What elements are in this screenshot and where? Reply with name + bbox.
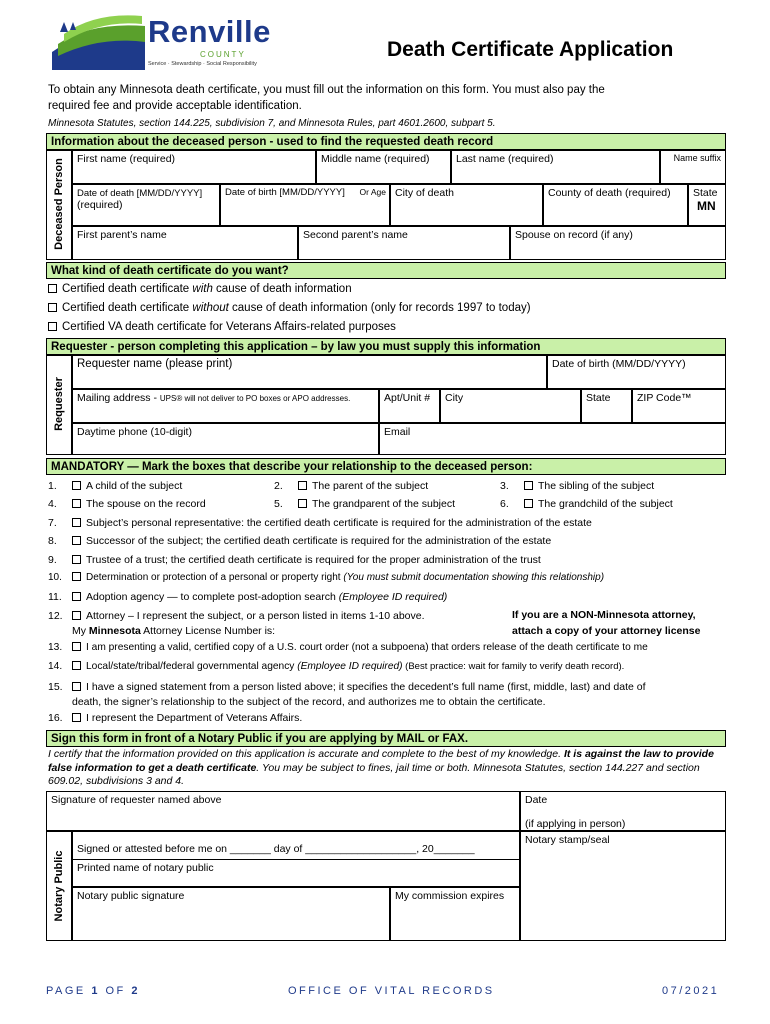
option-text: Certified death certificate xyxy=(62,283,193,295)
first-parent-label: First parent’s name xyxy=(77,229,167,241)
notary-signature-field[interactable] xyxy=(72,887,390,941)
item-note: (You must submit documentation showing this relationship) xyxy=(343,572,605,583)
cert-text: section 144.227 and section 609.02, subdivisions 3 and 4. xyxy=(48,761,700,787)
signature-label: Signature of requester named above xyxy=(51,794,222,806)
relationship-6[interactable] xyxy=(500,498,673,510)
commission-label: My commission expires xyxy=(395,890,505,902)
item-number: 2. xyxy=(274,480,283,492)
item-text: Subject’s personal representative: the certified death certificate is required for the administration of the estate xyxy=(86,517,592,529)
notary-seal-field[interactable] xyxy=(520,831,726,941)
middle-name-field[interactable] xyxy=(316,150,451,184)
item-number: 4. xyxy=(48,498,57,510)
date-of-birth-field[interactable] xyxy=(220,184,390,226)
attested-label: Signed or attested before me on _______ day of ___________________, 20_______ xyxy=(77,843,475,855)
non-mn-attorney-note-2: attach a copy of your attorney license xyxy=(512,625,701,637)
notary-side-label: Notary Public xyxy=(53,850,65,922)
page-total: 2 xyxy=(131,985,140,997)
relationship-8-checkbox[interactable] xyxy=(72,536,81,545)
intro-line-1: To obtain any Minnesota death certificate, you must fill out the information on this form. You must also pay the xyxy=(48,84,605,96)
relationship-10-checkbox[interactable] xyxy=(72,572,81,581)
item-text: (Best practice: wait for family to verify death record). xyxy=(402,661,625,672)
date-field[interactable] xyxy=(520,791,726,831)
zip-label: ZIP Code™ xyxy=(637,392,692,404)
county-of-death-field[interactable] xyxy=(543,184,688,226)
option-with-cause-checkbox[interactable] xyxy=(48,284,57,293)
sign-header: Sign this form in front of a Notary Public if you are applying by MAIL or FAX. xyxy=(46,730,726,747)
item-text: I am presenting a valid, certified copy of a U.S. court order (not a subpoena) that orders release of the death certificate to me xyxy=(86,642,648,653)
item-text: The sibling of the subject xyxy=(538,480,655,492)
page-title: Death Certificate Application xyxy=(387,38,674,61)
item-text: Attorney License Number is: xyxy=(140,625,276,637)
item-number: 8. xyxy=(48,535,57,547)
relationship-1[interactable] xyxy=(48,480,182,492)
requester-dob-label: Date of birth (MM/DD/YYYY) xyxy=(552,358,686,370)
relationship-12[interactable] xyxy=(48,610,425,622)
requester-state-label: State xyxy=(586,392,611,404)
item-number: 14. xyxy=(48,661,63,672)
deceased-side-label: Deceased Person xyxy=(53,158,65,250)
requester-name-field[interactable] xyxy=(72,355,547,389)
item-text: Local/state/tribal/federal governmental agency xyxy=(86,661,298,672)
page-current: 1 xyxy=(91,985,100,997)
item-text: The parent of the subject xyxy=(312,480,429,492)
last-name-label: Last name (required) xyxy=(456,153,554,165)
item-text: A child of the subject xyxy=(86,480,183,492)
item-number: 1. xyxy=(48,480,57,492)
relationship-16[interactable] xyxy=(48,712,302,724)
notary-printed-name-field[interactable] xyxy=(72,859,520,887)
form-date: 07/2021 xyxy=(662,985,720,997)
county-logo xyxy=(50,12,290,72)
mandatory-header: MANDATORY — Mark the boxes that describe your relationship to the deceased person: xyxy=(46,458,726,475)
item-note: (Employee ID required) xyxy=(297,661,403,672)
item-text: Trustee of a trust; the certified death certificate is required for the proper administration of the trust xyxy=(86,554,541,566)
mailing-address-note: UPS® will not deliver to PO boxes or APO addresses. xyxy=(159,394,351,403)
city-of-death-field[interactable] xyxy=(390,184,543,226)
intro-line-2: required fee and provide acceptable identification. xyxy=(48,100,302,112)
relationship-7-checkbox[interactable] xyxy=(72,518,81,527)
item-number: 6. xyxy=(500,498,509,510)
email-label: Email xyxy=(384,426,411,438)
relationship-14-checkbox[interactable] xyxy=(72,661,81,670)
state-value: MN xyxy=(697,199,716,213)
apt-field[interactable] xyxy=(379,389,440,423)
relationship-2-checkbox[interactable] xyxy=(298,481,307,490)
deceased-header: Information about the deceased person - used to find the requested death record xyxy=(46,133,726,150)
apt-label: Apt/Unit # xyxy=(384,392,431,404)
first-name-field[interactable] xyxy=(72,150,316,184)
option-emphasis: without xyxy=(192,302,229,314)
first-name-label: First name (required) xyxy=(77,153,176,165)
cert-warning: It is against the xyxy=(563,748,641,760)
office-name: OFFICE OF VITAL RECORDS xyxy=(288,985,495,997)
option-va-checkbox[interactable] xyxy=(48,322,57,331)
attested-field[interactable] xyxy=(72,831,520,859)
page-number xyxy=(46,985,140,997)
item-text: I have a signed statement from a person listed above; it specifies the decedent’s full name (first, middle, last) and date of xyxy=(86,681,646,693)
email-field[interactable] xyxy=(379,423,726,455)
requester-header: Requester - person completing this application – by law you must supply this information xyxy=(46,338,726,355)
item-number: 16. xyxy=(48,712,63,724)
relationship-12-license xyxy=(72,625,275,637)
page-text: PAGE xyxy=(46,985,92,997)
logo-tagline: Service · Stewardship · Social Responsibility xyxy=(148,61,257,67)
relationship-13[interactable] xyxy=(48,642,648,653)
item-number: 10. xyxy=(48,572,62,583)
relationship-13-checkbox[interactable] xyxy=(72,642,81,651)
notary-printed-name-label: Printed name of notary public xyxy=(77,862,214,874)
cert-text: . You may be subject to fines, jail time or both. Minnesota Statutes, xyxy=(256,761,567,774)
or-age-label: Or Age xyxy=(359,187,386,197)
last-name-field[interactable] xyxy=(451,150,660,184)
option-text: Certified death certificate xyxy=(62,302,193,314)
item-text: Adoption agency — to complete post-adoption search xyxy=(86,591,339,603)
phone-label: Daytime phone (10-digit) xyxy=(77,426,192,438)
item-number: 11. xyxy=(48,591,62,603)
county-of-death-label: County of death (required) xyxy=(548,187,671,199)
item-number: 3. xyxy=(500,480,509,492)
relationship-5[interactable] xyxy=(274,498,455,510)
item-text: Determination or protection of a personal or property right xyxy=(86,572,344,583)
relationship-11[interactable] xyxy=(48,591,447,603)
intro-statute: Minnesota Statutes, section 144.225, subdivision 7, and Minnesota Rules, part 4601.2600, subpart 5. xyxy=(48,118,496,129)
item-number: 5. xyxy=(274,498,283,510)
relationship-11-checkbox[interactable] xyxy=(72,592,81,601)
item-text: The grandchild of the subject xyxy=(538,498,673,510)
cert-warning: law to provide false information to get a death certificate xyxy=(48,748,714,774)
city-of-death-label: City of death xyxy=(395,187,454,199)
zip-field[interactable] xyxy=(632,389,726,423)
spouse-field[interactable] xyxy=(510,226,726,260)
relationship-16-checkbox[interactable] xyxy=(72,713,81,722)
notary-seal-label: Notary stamp/seal xyxy=(525,834,610,846)
item-text: The spouse on the record xyxy=(86,498,206,510)
item-number: 9. xyxy=(48,554,57,566)
date-label: Date xyxy=(525,794,548,806)
page-text: OF xyxy=(99,985,132,997)
option-text: Certified VA death certificate for Veterans Affairs-related purposes xyxy=(62,321,396,333)
item-text: I represent the Department of Veterans Affairs. xyxy=(86,712,303,724)
date-of-death-field[interactable] xyxy=(72,184,220,226)
non-mn-attorney-note-1: If you are a NON-Minnesota attorney, xyxy=(512,609,696,621)
relationship-15-cont: death, the signer’s relationship to the subject of the record, and authorizes me to obtain the certificate. xyxy=(72,696,546,708)
cert-text: I certify that the information provided on this application is accurate and complete to the best of my knowledge. xyxy=(48,748,564,760)
relationship-3[interactable] xyxy=(500,480,654,492)
option-with-cause[interactable] xyxy=(48,283,352,295)
option-emphasis: with xyxy=(192,283,213,295)
mailing-address-label: Mailing address - xyxy=(77,392,160,404)
relationship-7[interactable] xyxy=(48,517,592,529)
relationship-15-checkbox[interactable] xyxy=(72,682,81,691)
option-without-cause[interactable] xyxy=(48,302,531,314)
relationship-9-checkbox[interactable] xyxy=(72,555,81,564)
logo-county: COUNTY xyxy=(200,50,246,59)
item-number: 7. xyxy=(48,517,57,529)
relationship-10[interactable] xyxy=(48,572,604,583)
certification-text xyxy=(48,748,728,789)
middle-name-label: Middle name (required) xyxy=(321,153,430,165)
relationship-1-checkbox[interactable] xyxy=(72,481,81,490)
requester-city-field[interactable] xyxy=(440,389,581,423)
name-suffix-label: Name suffix xyxy=(673,153,721,163)
item-text: Attorney – I represent the subject, or a person listed in items 1-10 above. xyxy=(86,610,425,622)
date-note: (if applying in person) xyxy=(525,818,626,830)
date-of-death-label: Date of death [MM/DD/YYYY] xyxy=(77,188,203,199)
kind-header: What kind of death certificate do you want? xyxy=(46,262,726,279)
requester-city-label: City xyxy=(445,392,464,404)
notary-signature-label: Notary public signature xyxy=(77,890,185,902)
relationship-4-checkbox[interactable] xyxy=(72,499,81,508)
first-parent-field[interactable] xyxy=(72,226,298,260)
requester-side-label: Requester xyxy=(53,377,65,431)
relationship-15[interactable] xyxy=(48,681,646,693)
date-of-death-required: (required) xyxy=(77,199,123,211)
item-number: 12. xyxy=(48,610,63,622)
relationship-14[interactable] xyxy=(48,661,624,672)
date-of-birth-label: Date of birth [MM/DD/YYYY] xyxy=(225,187,345,198)
relationship-6-checkbox[interactable] xyxy=(524,499,533,508)
item-text: Successor of the subject; the certified death certificate is required for the administration of the estate xyxy=(86,535,552,547)
signature-field[interactable] xyxy=(46,791,520,831)
spouse-label: Spouse on record (if any) xyxy=(515,229,633,241)
option-text: cause of death information (only for records 1997 to today) xyxy=(228,302,531,314)
option-text: cause of death information xyxy=(212,283,352,295)
state-of-death-field xyxy=(688,184,726,226)
logo-hills-icon xyxy=(50,12,145,70)
name-suffix-field[interactable] xyxy=(660,150,726,184)
second-parent-label: Second parent’s name xyxy=(303,229,408,241)
relationship-4[interactable] xyxy=(48,498,206,510)
option-without-cause-checkbox[interactable] xyxy=(48,303,57,312)
item-text: The grandparent of the subject xyxy=(312,498,456,510)
relationship-5-checkbox[interactable] xyxy=(298,499,307,508)
item-note: (Employee ID required) xyxy=(338,591,448,603)
item-text: My xyxy=(72,625,89,637)
logo-name: Renville xyxy=(148,14,271,49)
mailing-address-field[interactable] xyxy=(72,389,379,423)
state-label: State xyxy=(693,187,718,199)
relationship-8[interactable] xyxy=(48,535,551,547)
relationship-2[interactable] xyxy=(274,480,428,492)
item-number: 13. xyxy=(48,642,63,653)
requester-state-field[interactable] xyxy=(581,389,632,423)
item-number: 15. xyxy=(48,681,63,693)
relationship-3-checkbox[interactable] xyxy=(524,481,533,490)
item-emphasis: Minnesota xyxy=(88,625,141,637)
relationship-12-checkbox[interactable] xyxy=(72,611,81,620)
option-va[interactable] xyxy=(48,321,396,333)
commission-field[interactable] xyxy=(390,887,520,941)
relationship-9[interactable] xyxy=(48,554,541,566)
second-parent-field[interactable] xyxy=(298,226,510,260)
requester-dob-field[interactable] xyxy=(547,355,726,389)
phone-field[interactable] xyxy=(72,423,379,455)
requester-name-label: Requester name (please print) xyxy=(77,358,233,370)
